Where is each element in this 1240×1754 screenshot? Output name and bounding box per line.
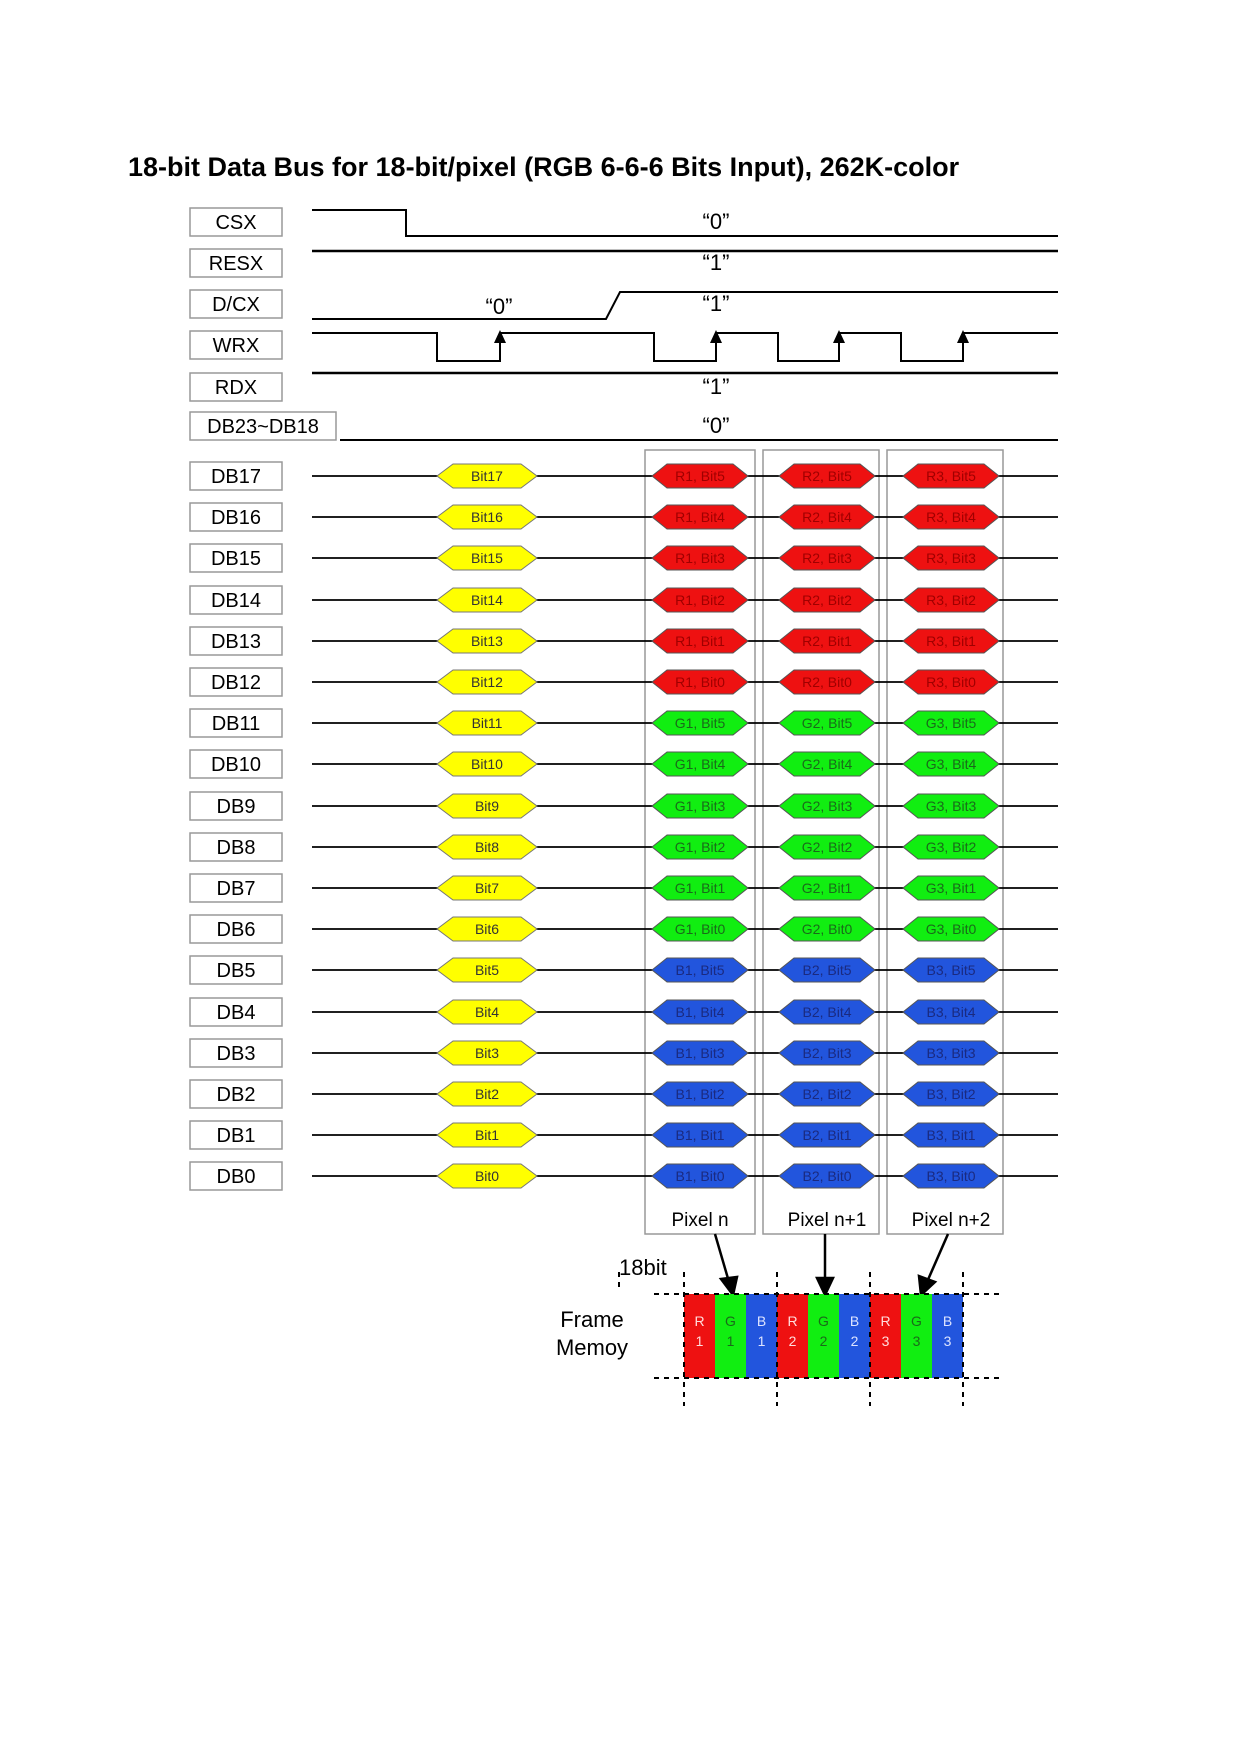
command-bit-label: Bit7 bbox=[474, 880, 500, 896]
memory-cell-number: 3 bbox=[943, 1333, 952, 1349]
frame-memory-cell bbox=[777, 1294, 808, 1378]
dcx-level-low: “0” bbox=[485, 294, 513, 319]
pixel-bit-label: G3, Bit4 bbox=[925, 756, 977, 772]
data-row-db2 bbox=[190, 1080, 1058, 1108]
pixel-bit-label: G1, Bit4 bbox=[674, 756, 726, 772]
dcx-waveform bbox=[312, 292, 1058, 319]
pixel-bit-label: B3, Bit4 bbox=[926, 1004, 976, 1020]
command-bit-label: Bit15 bbox=[471, 550, 503, 566]
csx-waveform bbox=[312, 210, 1058, 236]
pixel-bit-label: R1, Bit4 bbox=[675, 509, 725, 525]
pixel-bit-label: G2, Bit2 bbox=[801, 839, 853, 855]
data-line-label: DB11 bbox=[211, 713, 261, 735]
pixel-bit-label: B1, Bit5 bbox=[675, 962, 725, 978]
memory-cell-number: 1 bbox=[726, 1333, 735, 1349]
pixel-bit-label: B2, Bit4 bbox=[802, 1004, 852, 1020]
control-signal-labels bbox=[190, 208, 336, 440]
frame-memory-cells bbox=[684, 1294, 963, 1378]
pixel-bit-label: B1, Bit2 bbox=[675, 1086, 725, 1102]
signal-label-db23-db18: DB23~DB18 bbox=[207, 416, 319, 438]
data-line-label: DB5 bbox=[216, 960, 256, 982]
signal-label-csx: CSX bbox=[215, 212, 257, 234]
pixel-bit-label: R2, Bit2 bbox=[802, 592, 852, 608]
pixel-to-memory-arrows bbox=[715, 1234, 948, 1295]
pixel-bit-label: G1, Bit2 bbox=[674, 839, 726, 855]
signal-level-labels bbox=[486, 209, 730, 438]
wrx-waveform bbox=[312, 333, 1058, 361]
pixel-bit-label: B2, Bit2 bbox=[802, 1086, 852, 1102]
csx-level: “0” bbox=[702, 209, 730, 234]
pixel-bit-label: G2, Bit0 bbox=[801, 921, 853, 937]
pixel-bit-label: R2, Bit0 bbox=[802, 674, 852, 690]
pixel-bit-label: B1, Bit1 bbox=[675, 1127, 725, 1143]
command-bit-label: Bit11 bbox=[471, 715, 503, 731]
data-row-db3 bbox=[190, 1039, 1058, 1067]
rdx-level: “1” bbox=[702, 374, 730, 399]
frame-memory-cell bbox=[932, 1294, 963, 1378]
data-row-db9 bbox=[190, 792, 1058, 820]
data-line-label: DB0 bbox=[216, 1166, 256, 1188]
pixel-bit-label: G1, Bit0 bbox=[674, 921, 726, 937]
arrow-up-icon bbox=[957, 330, 969, 343]
memory-cell-letter: R bbox=[787, 1313, 798, 1329]
pixel-bit-label: R3, Bit2 bbox=[926, 592, 976, 608]
memory-cell-number: 2 bbox=[850, 1333, 859, 1349]
pixel-bit-label: R1, Bit5 bbox=[675, 468, 725, 484]
memory-cell-number: 2 bbox=[819, 1333, 828, 1349]
db23-db18-level: “0” bbox=[702, 413, 730, 438]
control-waveforms bbox=[312, 210, 1058, 440]
pixel-bit-label: G3, Bit0 bbox=[925, 921, 977, 937]
data-line-label: DB17 bbox=[210, 466, 262, 488]
data-line-label: DB3 bbox=[216, 1043, 256, 1065]
memory-cell-number: 2 bbox=[788, 1333, 797, 1349]
data-line-label: DB16 bbox=[210, 507, 262, 529]
pixel-bit-label: R1, Bit3 bbox=[675, 550, 725, 566]
pixel-bit-label: B3, Bit3 bbox=[926, 1045, 976, 1061]
pixel-bit-label: G2, Bit5 bbox=[801, 715, 853, 731]
frame-memory-width-label: 18bit bbox=[619, 1255, 667, 1280]
pixel-bit-label: G3, Bit2 bbox=[925, 839, 977, 855]
memory-cell-number: 3 bbox=[912, 1333, 921, 1349]
frame-memory-cell bbox=[684, 1294, 715, 1378]
command-bit-label: Bit2 bbox=[474, 1086, 500, 1102]
signal-label-resx: RESX bbox=[208, 253, 264, 275]
dcx-level-high: “1” bbox=[702, 291, 730, 316]
data-line-label: DB6 bbox=[216, 919, 256, 941]
data-line-label: DB15 bbox=[210, 548, 262, 570]
command-bit-label: Bit9 bbox=[474, 798, 500, 814]
command-bit-label: Bit13 bbox=[471, 633, 503, 649]
pixel-bit-label: G1, Bit3 bbox=[674, 798, 726, 814]
pixel-bit-label: R3, Bit0 bbox=[926, 674, 976, 690]
data-row-db1 bbox=[190, 1121, 1058, 1149]
pixel-bit-label: G2, Bit1 bbox=[801, 880, 853, 896]
memory-cell-letter: B bbox=[942, 1313, 953, 1329]
signal-label-dcx: D/CX bbox=[212, 294, 260, 316]
diagram-title: 18-bit Data Bus for 18-bit/pixel (RGB 6-6-6 Bits Input), 262K-color bbox=[128, 152, 960, 182]
frame-memory-cell bbox=[715, 1294, 746, 1378]
pixel-bit-label: G2, Bit4 bbox=[801, 756, 853, 772]
pixel-bit-label: B3, Bit1 bbox=[926, 1127, 976, 1143]
data-row-db4 bbox=[190, 998, 1058, 1026]
data-row-db5 bbox=[190, 956, 1058, 984]
memory-cell-letter: G bbox=[818, 1313, 829, 1329]
command-bit-label: Bit6 bbox=[474, 921, 500, 937]
command-bit-label: Bit0 bbox=[474, 1168, 500, 1184]
pixel-bit-label: G3, Bit1 bbox=[925, 880, 977, 896]
pixel-bit-label: B2, Bit5 bbox=[802, 962, 852, 978]
data-row-db12 bbox=[190, 668, 1058, 696]
pixel-bit-label: R2, Bit1 bbox=[802, 633, 852, 649]
pixel-bit-label: B1, Bit4 bbox=[675, 1004, 725, 1020]
arrow-up-icon bbox=[494, 330, 506, 343]
frame-memory-label-line1: Frame bbox=[560, 1307, 624, 1332]
data-row-db8 bbox=[190, 833, 1058, 861]
data-row-db10 bbox=[190, 750, 1058, 778]
frame-memory-cell bbox=[808, 1294, 839, 1378]
data-row-db17 bbox=[190, 462, 1058, 490]
memory-cell-letter: B bbox=[756, 1313, 767, 1329]
pixel-bit-label: B2, Bit3 bbox=[802, 1045, 852, 1061]
data-line-label: DB1 bbox=[216, 1125, 256, 1147]
data-line-label: DB7 bbox=[216, 878, 256, 900]
command-bit-label: Bit14 bbox=[471, 592, 503, 608]
pixel-bit-label: R1, Bit1 bbox=[675, 633, 725, 649]
data-row-db16 bbox=[190, 503, 1058, 531]
pixel-bit-label: G3, Bit3 bbox=[925, 798, 977, 814]
pixel-bit-label: G3, Bit5 bbox=[925, 715, 977, 731]
memory-cell-number: 3 bbox=[881, 1333, 890, 1349]
frame-memory-cell bbox=[901, 1294, 932, 1378]
pixel-bit-label: G2, Bit3 bbox=[801, 798, 853, 814]
pixel-bit-label: B1, Bit3 bbox=[675, 1045, 725, 1061]
pixel-bit-label: G1, Bit5 bbox=[674, 715, 726, 731]
wrx-edge-arrows bbox=[494, 330, 969, 361]
pixel-bit-label: R3, Bit3 bbox=[926, 550, 976, 566]
data-line-label: DB14 bbox=[210, 590, 262, 612]
data-line-label: DB12 bbox=[210, 672, 262, 694]
data-row-db0 bbox=[190, 1162, 1058, 1190]
data-line-label: DB13 bbox=[210, 631, 262, 653]
pixel-label-n: Pixel n bbox=[671, 1210, 729, 1231]
pixel-bit-label: B3, Bit0 bbox=[926, 1168, 976, 1184]
pixel-bit-label: B3, Bit2 bbox=[926, 1086, 976, 1102]
command-bit-label: Bit16 bbox=[471, 509, 503, 525]
data-line-label: DB9 bbox=[216, 796, 256, 818]
frame-memory-cell bbox=[870, 1294, 901, 1378]
pixel-bit-label: R1, Bit2 bbox=[675, 592, 725, 608]
command-bit-label: Bit12 bbox=[471, 674, 503, 690]
pixel-bit-label: B2, Bit0 bbox=[802, 1168, 852, 1184]
pixel-bit-label: B2, Bit1 bbox=[802, 1127, 852, 1143]
command-bit-label: Bit5 bbox=[474, 962, 500, 978]
memory-cell-letter: B bbox=[849, 1313, 860, 1329]
pixel-bit-label: B3, Bit5 bbox=[926, 962, 976, 978]
pixel-bit-label: R3, Bit1 bbox=[926, 633, 976, 649]
command-bit-label: Bit10 bbox=[471, 756, 503, 772]
arrow-down-icon bbox=[721, 1277, 737, 1295]
memory-cell-letter: R bbox=[880, 1313, 891, 1329]
data-row-db13 bbox=[190, 627, 1058, 655]
signal-label-rdx: RDX bbox=[214, 377, 258, 399]
pixel-bit-label: R1, Bit0 bbox=[675, 674, 725, 690]
frame-memory-cell bbox=[746, 1294, 777, 1378]
pixel-bit-label: G1, Bit1 bbox=[674, 880, 726, 896]
frame-memory-cell bbox=[839, 1294, 870, 1378]
pixel-label-n2: Pixel n+2 bbox=[911, 1210, 991, 1231]
pixel-bit-label: R2, Bit3 bbox=[802, 550, 852, 566]
pixel-bit-label: R2, Bit5 bbox=[802, 468, 852, 484]
pixel-label-n1: Pixel n+1 bbox=[787, 1210, 867, 1231]
command-bit-label: Bit4 bbox=[474, 1004, 500, 1020]
memory-cell-number: 1 bbox=[695, 1333, 704, 1349]
memory-cell-letter: G bbox=[911, 1313, 922, 1329]
command-bit-label: Bit3 bbox=[474, 1045, 500, 1061]
data-row-db6 bbox=[190, 915, 1058, 943]
data-line-label: DB4 bbox=[216, 1002, 256, 1024]
frame-memory-label-line2: Memoy bbox=[555, 1335, 629, 1360]
pixel-bit-label: R2, Bit4 bbox=[802, 509, 852, 525]
data-line-label: DB10 bbox=[210, 754, 262, 776]
memory-cell-letter: R bbox=[694, 1313, 705, 1329]
data-bus-rows bbox=[190, 462, 1058, 1190]
data-row-db11 bbox=[190, 709, 1058, 737]
data-line-label: DB8 bbox=[216, 837, 256, 859]
data-row-db15 bbox=[190, 544, 1058, 572]
memory-cell-letter: G bbox=[725, 1313, 736, 1329]
arrow-down-icon bbox=[817, 1278, 833, 1295]
pixel-bit-label: R3, Bit5 bbox=[926, 468, 976, 484]
frame-memory bbox=[556, 1255, 1000, 1406]
arrow-up-icon bbox=[710, 330, 722, 343]
data-row-db7 bbox=[190, 874, 1058, 902]
pixel-bit-label: B1, Bit0 bbox=[675, 1168, 725, 1184]
data-line-label: DB2 bbox=[216, 1084, 256, 1106]
command-bit-label: Bit17 bbox=[471, 468, 503, 484]
pixel-bit-label: R3, Bit4 bbox=[926, 509, 976, 525]
command-bit-label: Bit1 bbox=[474, 1127, 500, 1143]
data-row-db14 bbox=[190, 586, 1058, 614]
signal-label-wrx: WRX bbox=[212, 335, 260, 357]
arrow-up-icon bbox=[833, 330, 845, 343]
arrow-down-icon bbox=[919, 1276, 935, 1295]
command-bit-label: Bit8 bbox=[474, 839, 500, 855]
memory-cell-number: 1 bbox=[757, 1333, 766, 1349]
pixel-labels bbox=[671, 1210, 990, 1231]
resx-level: “1” bbox=[702, 250, 730, 275]
